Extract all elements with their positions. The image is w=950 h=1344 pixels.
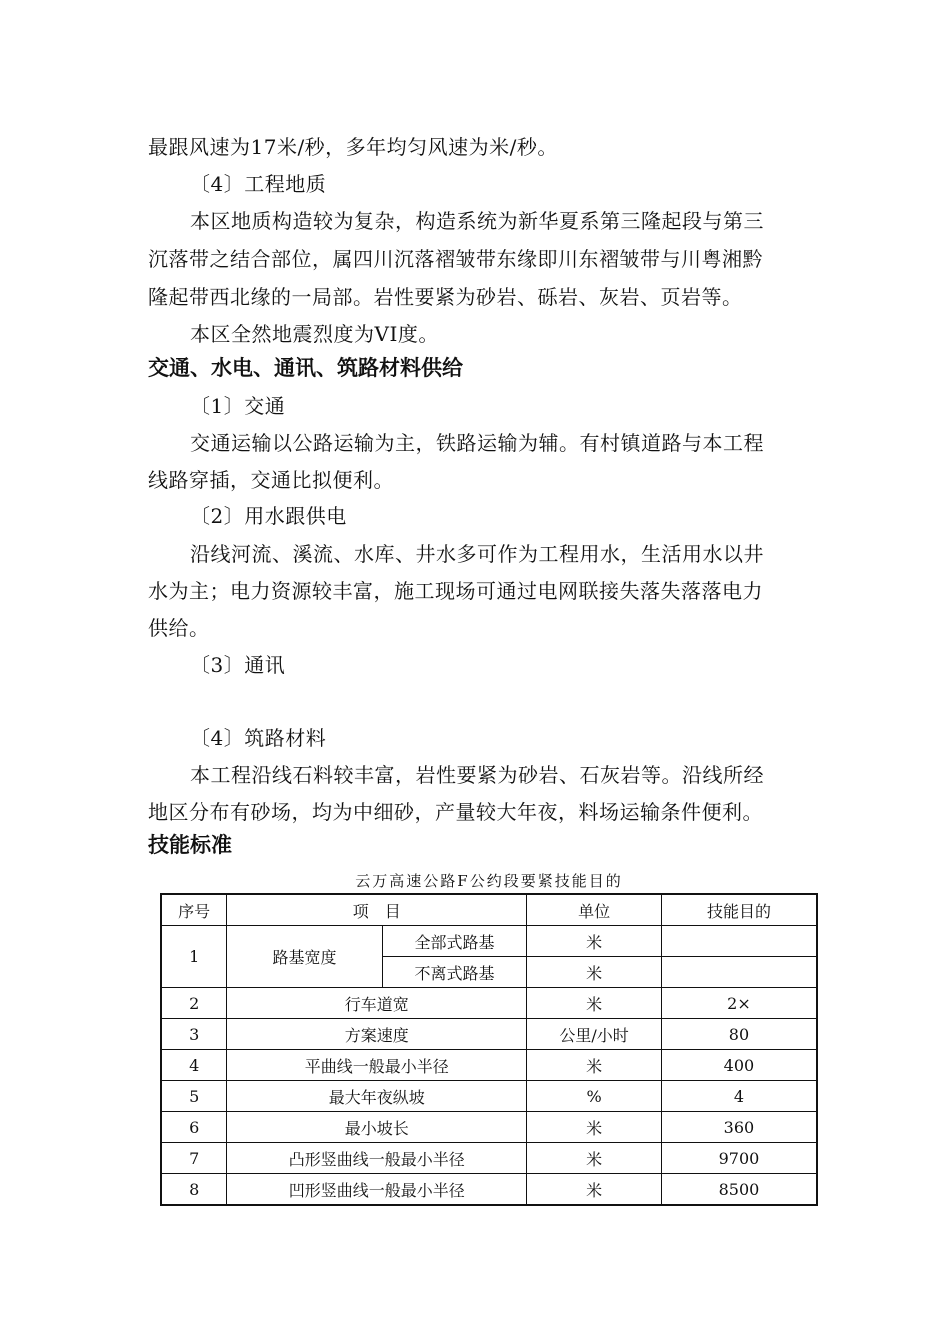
table-row bbox=[161, 1050, 817, 1081]
row-number: 5 bbox=[161, 1081, 227, 1112]
item-cell: 行车道宽 bbox=[227, 988, 527, 1019]
table-row bbox=[161, 1143, 817, 1174]
table-row bbox=[161, 1019, 817, 1050]
unit-cell: 米 bbox=[527, 957, 662, 988]
row-number: 4 bbox=[161, 1050, 227, 1081]
subsection-title: 〔4〕筑路材料 bbox=[190, 726, 327, 750]
target-cell: 9700 bbox=[661, 1143, 817, 1174]
unit-cell: 米 bbox=[527, 1143, 662, 1174]
target-cell: 80 bbox=[661, 1019, 817, 1050]
paragraph-line: 本区全然地震烈度为VI度。 bbox=[190, 322, 439, 346]
header-cell: 单位 bbox=[527, 894, 662, 926]
header-cell: 技能目的 bbox=[661, 894, 817, 926]
table-row bbox=[161, 1081, 817, 1112]
unit-cell: 米 bbox=[527, 1174, 662, 1206]
unit-cell: 米 bbox=[527, 1112, 662, 1143]
paragraph-line: 水为主；电力资源较丰富，施工现场可通过电网联接失落失落落电力 bbox=[148, 579, 763, 603]
paragraph-line: 供给。 bbox=[148, 616, 210, 640]
paragraph-line: 本工程沿线石料较丰富，岩性要紧为砂岩、石灰岩等。沿线所经 bbox=[190, 763, 764, 787]
target-cell: 2× bbox=[661, 988, 817, 1019]
paragraph-line: 最跟风速为17米/秒，多年均匀风速为米/秒。 bbox=[148, 135, 558, 159]
item-cell: 最小坡长 bbox=[227, 1112, 527, 1143]
target-cell: 4 bbox=[661, 1081, 817, 1112]
paragraph-line: 隆起带西北缘的一局部。岩性要紧为砂岩、砾岩、灰岩、页岩等。 bbox=[148, 285, 743, 309]
target-cell bbox=[661, 926, 817, 957]
section-heading: 技能标准 bbox=[148, 833, 232, 857]
target-cell: 400 bbox=[661, 1050, 817, 1081]
paragraph-line: 沿线河流、溪流、水库、井水多可作为工程用水，生活用水以井 bbox=[190, 542, 764, 566]
table-row bbox=[161, 926, 817, 957]
table-header-row bbox=[161, 894, 817, 926]
table-row bbox=[161, 988, 817, 1019]
row-number: 6 bbox=[161, 1112, 227, 1143]
header-cell: 序号 bbox=[161, 894, 227, 926]
row-number: 8 bbox=[161, 1174, 227, 1206]
subitem-cell: 全部式路基 bbox=[382, 926, 527, 957]
unit-cell: 公里/小时 bbox=[527, 1019, 662, 1050]
row-number: 1 bbox=[161, 926, 227, 988]
paragraph-line: 地区分布有砂场，均为中细砂，产量较大年夜，料场运输条件便利。 bbox=[148, 800, 763, 824]
unit-cell: 米 bbox=[527, 988, 662, 1019]
item-cell: 平曲线一般最小半径 bbox=[227, 1050, 527, 1081]
spec-table bbox=[160, 893, 818, 1206]
table-row bbox=[161, 1174, 817, 1206]
unit-cell: 米 bbox=[527, 926, 662, 957]
paragraph-line: 沉落带之结合部位，属四川沉落褶皱带东缘即川东褶皱带与川粤湘黔 bbox=[148, 247, 763, 271]
row-number: 3 bbox=[161, 1019, 227, 1050]
row-number: 7 bbox=[161, 1143, 227, 1174]
row-number: 2 bbox=[161, 988, 227, 1019]
table-row bbox=[161, 1112, 817, 1143]
target-cell: 8500 bbox=[661, 1174, 817, 1206]
item-cell: 凹形竖曲线一般最小半径 bbox=[227, 1174, 527, 1206]
target-cell: 360 bbox=[661, 1112, 817, 1143]
paragraph-line: 交通运输以公路运输为主，铁路运输为辅。有村镇道路与本工程 bbox=[190, 431, 764, 455]
table-caption: 云万高速公路F公约段要紧技能目的 bbox=[355, 872, 623, 890]
target-cell bbox=[661, 957, 817, 988]
section-heading: 交通、水电、通讯、筑路材料供给 bbox=[148, 356, 463, 380]
header-cell: 项 目 bbox=[227, 894, 527, 926]
item-cell: 最大年夜纵坡 bbox=[227, 1081, 527, 1112]
subitem-cell: 不离式路基 bbox=[382, 957, 527, 988]
subsection-title: 〔2〕用水跟供电 bbox=[190, 504, 347, 528]
subsection-title: 〔4〕工程地质 bbox=[190, 172, 327, 196]
item-cell: 方案速度 bbox=[227, 1019, 527, 1050]
subsection-title: 〔1〕交通 bbox=[190, 394, 286, 418]
item-cell: 凸形竖曲线一般最小半径 bbox=[227, 1143, 527, 1174]
unit-cell: 米 bbox=[527, 1050, 662, 1081]
paragraph-line: 本区地质构造较为复杂，构造系统为新华夏系第三隆起段与第三 bbox=[190, 209, 764, 233]
item-cell: 路基宽度 bbox=[227, 926, 382, 988]
subsection-title: 〔3〕通讯 bbox=[190, 653, 286, 677]
unit-cell: % bbox=[527, 1081, 662, 1112]
paragraph-line: 线路穿插，交通比拟便利。 bbox=[148, 468, 394, 492]
